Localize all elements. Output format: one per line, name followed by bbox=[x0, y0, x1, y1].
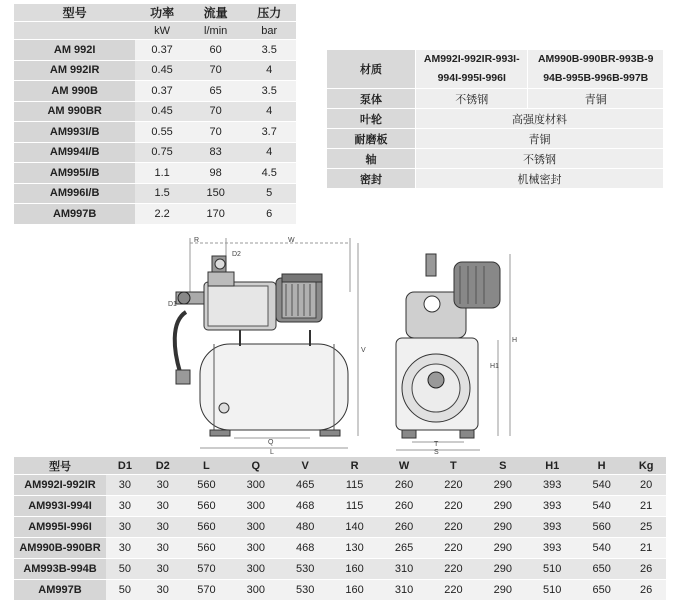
dim-header-cell: W bbox=[379, 457, 428, 475]
perf-model-cell: AM 990BR bbox=[14, 101, 135, 122]
dim-value-cell: 465 bbox=[281, 475, 330, 496]
dim-header-cell: Q bbox=[231, 457, 280, 475]
dim-value-cell: 300 bbox=[231, 580, 280, 601]
dim-value-cell: 530 bbox=[281, 580, 330, 601]
dim-row bbox=[14, 559, 666, 580]
dim-value-cell: 570 bbox=[182, 559, 231, 580]
perf-value-cell: 70 bbox=[189, 122, 243, 143]
dim-value-cell: 115 bbox=[330, 496, 379, 517]
materials-row bbox=[327, 89, 664, 109]
dim-label-Q: Q bbox=[268, 439, 274, 446]
perf-header-flow: 流量 bbox=[203, 6, 228, 20]
dim-value-cell: 650 bbox=[577, 559, 626, 580]
perf-value-cell: 0.37 bbox=[135, 81, 189, 102]
dim-value-cell: 260 bbox=[379, 475, 428, 496]
dim-value-cell: 290 bbox=[478, 475, 527, 496]
perf-model-cell: AM995I/B bbox=[14, 163, 135, 184]
dim-value-cell: 310 bbox=[379, 559, 428, 580]
dim-row bbox=[14, 580, 666, 601]
perf-model-cell: AM997B bbox=[14, 204, 135, 224]
materials-header-label: 材质 bbox=[327, 50, 416, 89]
dim-value-cell: 30 bbox=[106, 517, 144, 538]
dim-value-cell: 560 bbox=[182, 538, 231, 559]
materials-col1-header: AM992I-992IR-993I- 994I-995I-996I bbox=[416, 50, 528, 89]
dim-value-cell: 300 bbox=[231, 475, 280, 496]
perf-value-cell: 170 bbox=[189, 204, 243, 224]
perf-model-cell: AM 990B bbox=[14, 81, 135, 102]
perf-model-cell: AM993I/B bbox=[14, 122, 135, 143]
materials-row-label: 密封 bbox=[327, 169, 416, 189]
perf-row bbox=[14, 183, 296, 204]
dim-header-row bbox=[14, 457, 666, 475]
materials-header-row bbox=[327, 50, 664, 89]
dim-value-cell: 650 bbox=[577, 580, 626, 601]
perf-value-cell: 2.2 bbox=[135, 204, 189, 224]
dimensions-table bbox=[14, 456, 666, 600]
dim-value-cell: 220 bbox=[429, 580, 478, 601]
dim-model-cell: AM992I-992IR bbox=[14, 475, 106, 496]
dim-value-cell: 393 bbox=[528, 517, 577, 538]
dim-value-cell: 510 bbox=[528, 559, 577, 580]
materials-row-label: 泵体 bbox=[327, 89, 416, 109]
dim-label-D2: D2 bbox=[232, 251, 241, 258]
dim-header-cell: H1 bbox=[528, 457, 577, 475]
dim-value-cell: 560 bbox=[182, 517, 231, 538]
dim-value-cell: 115 bbox=[330, 475, 379, 496]
perf-value-cell: 70 bbox=[189, 60, 243, 81]
dim-value-cell: 30 bbox=[144, 559, 182, 580]
dim-label-V: V bbox=[361, 347, 366, 354]
dim-value-cell: 30 bbox=[144, 538, 182, 559]
dim-row bbox=[14, 517, 666, 538]
dim-label-T: T bbox=[434, 441, 439, 448]
perf-row bbox=[14, 163, 296, 184]
materials-row-value: 青铜 bbox=[528, 89, 664, 109]
perf-value-cell: 0.37 bbox=[135, 40, 189, 61]
perf-row bbox=[14, 101, 296, 122]
dim-header-cell: S bbox=[478, 457, 527, 475]
dim-value-cell: 26 bbox=[626, 580, 666, 601]
perf-value-cell: 1.1 bbox=[135, 163, 189, 184]
dim-value-cell: 140 bbox=[330, 517, 379, 538]
dim-value-cell: 26 bbox=[626, 559, 666, 580]
dim-header-cell: V bbox=[281, 457, 330, 475]
perf-value-cell: 3.7 bbox=[242, 122, 296, 143]
perf-value-cell: 6 bbox=[242, 204, 296, 224]
dim-model-cell: AM993B-994B bbox=[14, 559, 106, 580]
dim-value-cell: 393 bbox=[528, 496, 577, 517]
dim-header-cell: D2 bbox=[144, 457, 182, 475]
dim-value-cell: 220 bbox=[429, 538, 478, 559]
dim-value-cell: 21 bbox=[626, 496, 666, 517]
perf-value-cell: 150 bbox=[189, 183, 243, 204]
dim-value-cell: 30 bbox=[144, 517, 182, 538]
perf-value-cell: 83 bbox=[189, 142, 243, 163]
dim-value-cell: 20 bbox=[626, 475, 666, 496]
dim-value-cell: 480 bbox=[281, 517, 330, 538]
dim-value-cell: 30 bbox=[144, 580, 182, 601]
perf-row bbox=[14, 122, 296, 143]
dim-label-H1: H1 bbox=[490, 363, 499, 370]
perf-header-model: 型号 bbox=[62, 6, 87, 20]
dim-value-cell: 540 bbox=[577, 538, 626, 559]
dim-header-cell: T bbox=[429, 457, 478, 475]
perf-unit-power: kW bbox=[135, 22, 189, 40]
perf-row bbox=[14, 81, 296, 102]
perf-model-cell: AM994I/B bbox=[14, 142, 135, 163]
dim-value-cell: 540 bbox=[577, 475, 626, 496]
perf-value-cell: 3.5 bbox=[242, 81, 296, 102]
perf-unit-flow: l/min bbox=[189, 22, 243, 40]
dim-value-cell: 310 bbox=[379, 580, 428, 601]
dim-value-cell: 260 bbox=[379, 496, 428, 517]
dim-model-cell: AM995I-996I bbox=[14, 517, 106, 538]
perf-value-cell: 4 bbox=[242, 101, 296, 122]
perf-value-cell: 4 bbox=[242, 60, 296, 81]
dim-value-cell: 220 bbox=[429, 517, 478, 538]
dim-value-cell: 290 bbox=[478, 517, 527, 538]
dim-value-cell: 510 bbox=[528, 580, 577, 601]
dim-label-L: L bbox=[270, 449, 274, 454]
dim-row bbox=[14, 475, 666, 496]
perf-header-row bbox=[14, 4, 296, 22]
dim-header-cell: Kg bbox=[626, 457, 666, 475]
materials-row-value: 青铜 bbox=[416, 129, 664, 149]
pump-technical-drawing bbox=[150, 232, 530, 454]
dim-header-cell: L bbox=[182, 457, 231, 475]
dim-model-cell: AM993I-994I bbox=[14, 496, 106, 517]
dim-value-cell: 50 bbox=[106, 580, 144, 601]
perf-model-cell: AM 992I bbox=[14, 40, 135, 61]
materials-row-value: 不锈钢 bbox=[416, 89, 528, 109]
dim-model-cell: AM997B bbox=[14, 580, 106, 601]
dim-value-cell: 50 bbox=[106, 559, 144, 580]
dim-header-cell: R bbox=[330, 457, 379, 475]
perf-value-cell: 1.5 bbox=[135, 183, 189, 204]
perf-row bbox=[14, 142, 296, 163]
materials-row-label: 叶轮 bbox=[327, 109, 416, 129]
dim-value-cell: 25 bbox=[626, 517, 666, 538]
perf-unit-pressure: bar bbox=[242, 22, 296, 40]
dim-model-cell: AM990B-990BR bbox=[14, 538, 106, 559]
dim-label-D1: D1 bbox=[168, 301, 177, 308]
dim-value-cell: 290 bbox=[478, 559, 527, 580]
materials-row-value: 高强度材料 bbox=[416, 109, 664, 129]
perf-row bbox=[14, 204, 296, 224]
dim-value-cell: 300 bbox=[231, 559, 280, 580]
dim-header-cell: D1 bbox=[106, 457, 144, 475]
dim-value-cell: 300 bbox=[231, 517, 280, 538]
performance-table bbox=[14, 4, 296, 224]
perf-value-cell: 0.75 bbox=[135, 142, 189, 163]
dim-value-cell: 30 bbox=[144, 496, 182, 517]
dim-row bbox=[14, 538, 666, 559]
materials-row bbox=[327, 149, 664, 169]
perf-value-cell: 5 bbox=[242, 183, 296, 204]
dim-value-cell: 30 bbox=[106, 475, 144, 496]
dim-value-cell: 468 bbox=[281, 538, 330, 559]
perf-value-cell: 0.45 bbox=[135, 101, 189, 122]
dim-value-cell: 540 bbox=[577, 496, 626, 517]
perf-model-cell: AM 992IR bbox=[14, 60, 135, 81]
perf-model-cell: AM996I/B bbox=[14, 183, 135, 204]
dim-value-cell: 30 bbox=[106, 496, 144, 517]
dim-value-cell: 290 bbox=[478, 580, 527, 601]
dim-value-cell: 30 bbox=[144, 475, 182, 496]
dim-value-cell: 560 bbox=[577, 517, 626, 538]
dim-value-cell: 290 bbox=[478, 538, 527, 559]
perf-value-cell: 0.45 bbox=[135, 60, 189, 81]
dim-value-cell: 130 bbox=[330, 538, 379, 559]
dim-value-cell: 560 bbox=[182, 475, 231, 496]
dim-header-cell: H bbox=[577, 457, 626, 475]
dim-value-cell: 290 bbox=[478, 496, 527, 517]
materials-col2-header: AM990B-990BR-993B-9 94B-995B-996B-997B bbox=[528, 50, 664, 89]
materials-row-label: 轴 bbox=[327, 149, 416, 169]
perf-value-cell: 60 bbox=[189, 40, 243, 61]
materials-table bbox=[326, 49, 664, 189]
perf-value-cell: 65 bbox=[189, 81, 243, 102]
dim-value-cell: 570 bbox=[182, 580, 231, 601]
materials-row-value: 机械密封 bbox=[416, 169, 664, 189]
materials-row bbox=[327, 129, 664, 149]
dim-label-R: R bbox=[194, 237, 200, 244]
dim-value-cell: 530 bbox=[281, 559, 330, 580]
perf-unit-model bbox=[14, 22, 135, 40]
perf-row bbox=[14, 60, 296, 81]
dim-row bbox=[14, 496, 666, 517]
perf-value-cell: 98 bbox=[189, 163, 243, 184]
perf-value-cell: 70 bbox=[189, 101, 243, 122]
materials-row-value: 不锈钢 bbox=[416, 149, 664, 169]
dim-value-cell: 560 bbox=[182, 496, 231, 517]
perf-value-cell: 0.55 bbox=[135, 122, 189, 143]
dim-label-W: W bbox=[288, 237, 295, 244]
dim-label-S: S bbox=[434, 449, 439, 454]
dim-value-cell: 220 bbox=[429, 559, 478, 580]
perf-row bbox=[14, 40, 296, 61]
perf-value-cell: 4 bbox=[242, 142, 296, 163]
dim-value-cell: 30 bbox=[106, 538, 144, 559]
dim-value-cell: 220 bbox=[429, 496, 478, 517]
dim-header-cell: 型号 bbox=[14, 457, 106, 475]
dim-value-cell: 393 bbox=[528, 538, 577, 559]
dim-value-cell: 300 bbox=[231, 538, 280, 559]
perf-value-cell: 3.5 bbox=[242, 40, 296, 61]
dim-value-cell: 220 bbox=[429, 475, 478, 496]
dim-label-H: H bbox=[512, 337, 518, 344]
dim-value-cell: 468 bbox=[281, 496, 330, 517]
dim-value-cell: 160 bbox=[330, 559, 379, 580]
materials-row bbox=[327, 169, 664, 189]
materials-row bbox=[327, 109, 664, 129]
dim-value-cell: 160 bbox=[330, 580, 379, 601]
perf-header-pressure: 压力 bbox=[257, 6, 282, 20]
dim-value-cell: 260 bbox=[379, 517, 428, 538]
perf-value-cell: 4.5 bbox=[242, 163, 296, 184]
perf-header-power: 功率 bbox=[150, 6, 175, 20]
perf-units-row bbox=[14, 22, 296, 40]
materials-row-label: 耐磨板 bbox=[327, 129, 416, 149]
dim-value-cell: 265 bbox=[379, 538, 428, 559]
dim-value-cell: 21 bbox=[626, 538, 666, 559]
dim-value-cell: 300 bbox=[231, 496, 280, 517]
dim-value-cell: 393 bbox=[528, 475, 577, 496]
